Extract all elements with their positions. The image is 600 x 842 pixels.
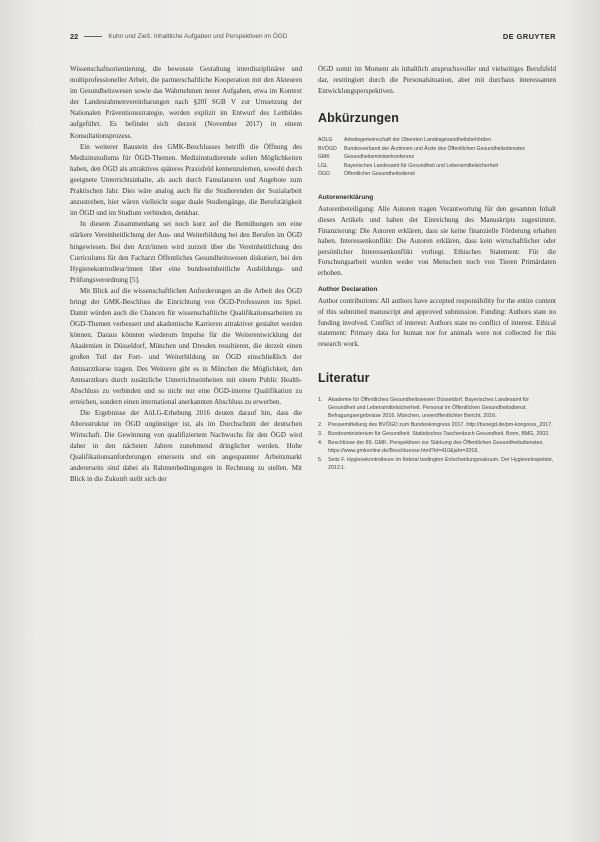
left-column	[70, 64, 302, 486]
header-rule	[84, 36, 102, 37]
reference-item	[318, 440, 556, 455]
abbreviation-key: GMK	[318, 154, 330, 161]
abbreviation-value: Bayerisches Landesamt für Gesundheit und Lebensmittelsicherheit	[344, 162, 498, 169]
abbreviation-row	[318, 137, 556, 144]
abbreviation-key: ÖGD	[318, 170, 330, 177]
abbreviation-row	[318, 171, 556, 178]
abbreviation-value: Öffentlicher Gesundheitsdienst	[344, 170, 415, 177]
author-statement-en: Author contributions: All authors have accepted responsibility for the entire content of this submitted manuscript and approved submission. Funding: Authors state no funding involved. Conflict of interest: Authors state no conflict of interest. Ethical statement: Primary data for human nor for animals were not collected for this research work.	[318, 297, 556, 348]
right-column	[318, 64, 556, 474]
reference-text: Akademie für Öffentliches Gesundheitswesen Düsseldorf, Bayerisches Landesamt für Gesundheit und Lebensmittelsicherheit. Personal im Öffentlichen Gesundheitsdienst. Befragungsergebnisse 2016. München, unveröffentlichter Bericht, 2016.	[328, 397, 529, 419]
abbreviations-list	[318, 137, 556, 178]
abbreviation-key: AOLG	[318, 137, 333, 144]
body-paragraph: In diesem Zusammenhang sei noch kurz auf die Bemühungen um eine stärkere Vereinheitlichung der Aus- und Weiterbildung bei den Berufen im ÖGD hingewiesen. Bei den Arzt/innen wird zurzeit über die Vereinheitlichung des Curriculums für den Facharzt Öffentliches Gesundheitswesen diskutiert, bei den Hygienekontrolleur/innen über eine bundeseinheitliche Ausbildungs- und Prüfungsverordnung [5].	[70, 220, 302, 284]
publisher-brand: DE GRUYTER	[502, 31, 556, 41]
body-paragraph: ÖGD somit im Moment als inhaltlich anspruchsvoller und vielseitiges Berufsfeld dar, restringiert durch die Personalsituation, aber mit durchaus interessanten Entwicklungsperspektiven.	[318, 65, 556, 96]
abbreviation-key: LGL	[318, 162, 328, 169]
abbreviation-row	[318, 154, 556, 161]
abbreviations-heading: Abkürzungen	[318, 111, 399, 126]
abbreviation-key: BVÖGD	[318, 145, 337, 152]
literature-heading: Literatur	[318, 371, 370, 386]
running-header	[70, 30, 556, 42]
abbreviation-value: Gesundheitsministerkonferenz	[344, 154, 415, 161]
reference-text: Beschlüsse der 89. GMK. Perspektiven zur Stärkung des Öffentlichen Gesundheitsdienstes. https://www.gmkonline.de/Beschluesse.html?id=410&jahr=2016.	[328, 440, 544, 455]
reference-item	[318, 457, 556, 472]
author-statement-de: Autorenbeteiligung: Alle Autoren tragen Verantwortung für den gesamten Inhalt dieses Artikels und haben der Einreichung des Manuskripts zugestimmt. Finanzierung: Die Autoren erklären, dass sie keine finanzielle Förderung erhalten haben. Interessenkonflikt: Die Autoren erklären, dass kein wirtschaftlicher oder persönlicher Interessenkonflikt vorliegt. Ethisches Statement: Für die Forschungsarbeit wurden weder von Menschen noch von Tieren Primärdaten erhoben.	[318, 205, 556, 277]
reference-item	[318, 397, 556, 420]
reference-number: 2.	[318, 422, 323, 429]
body-paragraph: Die Ergebnisse der AöLG-Erhebung 2016 deuten darauf hin, dass die Altersstruktur im ÖGD ungünstiger ist, als im Durchschnitt der deutschen Wirtschaft. Die Gewinnung von qualifiziertem Nachwuchs für den ÖGD wird daher in den nächsten Jahren zunehmend dringlicher werden. Hohe Qualifikationsanforderungen einerseits und ein angespannter Arbeitsmarkt andererseits sind dabei als Rahmenbedingungen in Rechnung zu stellen. Mit Blick in die Zukunft stellt sich der	[70, 408, 302, 484]
reference-number: 1.	[318, 397, 323, 404]
reference-text: Bundesministerium für Gesundheit. Statistisches Taschenbuch Gesundheit. Bonn, BMG, 2002.	[328, 431, 550, 438]
author-statement-en-heading: Author Declaration	[318, 286, 378, 294]
running-title: Kuhn und Zieß: Inhaltliche Aufgaben und Perspektiven im ÖGD	[108, 32, 288, 40]
reference-number: 3.	[318, 431, 323, 438]
page-number: 22	[70, 31, 79, 41]
reference-list	[318, 397, 556, 472]
reference-text: Pressemitteilung des BVÖGD zum Bundeskongress 2017. http://bvoegd.de/pm-kongress_2017.	[328, 422, 553, 429]
reference-number: 5.	[318, 457, 323, 464]
reference-item	[318, 422, 556, 430]
body-paragraph: Mit Blick auf die wissenschaftlichen Anforderungen an die Arbeit des ÖGD bringt der GMK-Beschluss die Einrichtung von ÖGD-Professuren ins Spiel. Damit würden auch die Chancen für wissenschaftliche Qualifikationsarbeiten zu ÖGD-Themen verbessert und akademische Karrieren attraktiver gestaltet werden können. Daraus könnten wiederum Impulse für die Weiterentwicklung der Akademien in Düsseldorf, München und Dresden resultieren, die derzeit einen großen Teil der Fort- und Weiterbildung im ÖGD einschließlich der Amtsarztkurse tragen. Des Weiteren gibt es in München die Möglichkeit, den Amtsarztkurs durch zusätzliche Unterrichtseinheiten mit einem Public Health-Abschluss zu verbinden und so nicht nur eine ÖGD-interne Qualifikation zu erreichen, sondern einen international anerkannten Abschluss zu erwerben.	[70, 286, 302, 406]
body-paragraph: Ein weiterer Baustein des GMK-Beschlusses betrifft die Öffnung des Medizinstudiums für ÖGD-Themen. Medizinstudierende sollen Möglichkeiten haben, den ÖGD als attraktives späteres Praxisfeld kennenzulernen, sowohl durch geeignete Unterrichtsinhalte, als auch durch Famulaturen und Angebote zum Praktischen Jahr. Dies wäre analog auch für die Studierenden der Sozialarbeit anzustreben, hier wären vielleicht sogar duale Studiengänge, die Berufstätigkeit im ÖGD und im Studium verbinden, denkbar.	[70, 142, 302, 218]
reference-item	[318, 431, 556, 439]
reference-number: 4.	[318, 440, 323, 447]
abbreviation-row	[318, 163, 556, 170]
abbreviation-value: Bundesverband der Ärztinnen und Ärzte des Öffentlichen Gesundheitsdienstes	[344, 145, 526, 152]
reference-text: Seitz F. Hygienekontrolleure im föderal bedingten Entscheidungsvakuum. Der Hygieneinspektor, 2012;1.	[328, 457, 554, 472]
body-paragraph: Wissenschaftsorientierung, die bewusste Gestaltung interdisziplinärer und multiprofessioneller Arbeit, die partnerschaftliche Kooperation mit den Akteuren im Gesundheitswesen sowie das Wahrnehmen neuer Aufgaben, etwa im Kontext der Landesrahmenvereinbarungen nach §20f SGB V zur Umsetzung der Nationalen Präventionsstrategie, werden explizit im Entwurf des Leitbildes aufgeführt. Es befindet sich derzeit (November 2017) in einem Konsultationsprozess.	[70, 65, 302, 140]
abbreviation-row	[318, 146, 556, 153]
abbreviation-value: Arbeitsgemeinschaft der Obersten Landesgesundheitsbehörden	[344, 137, 492, 144]
author-statement-de-heading: Autorenerklärung	[318, 194, 374, 202]
